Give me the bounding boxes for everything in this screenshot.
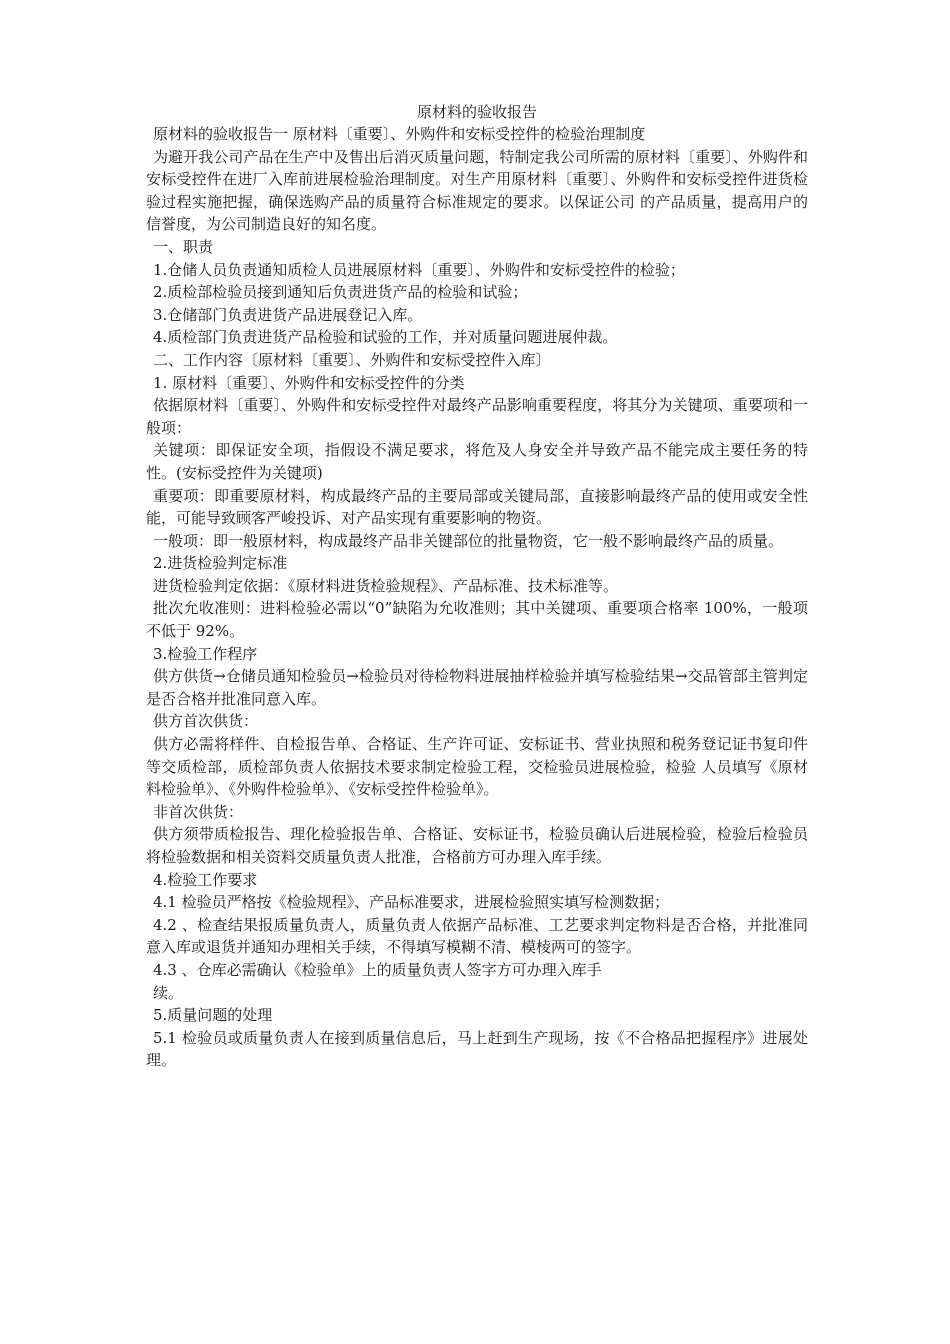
paragraph: 非首次供货： — [153, 802, 244, 821]
paragraph: 进货检验判定依据：《原材料进货检验规程》、产品标准、技术标准等。 — [153, 576, 619, 595]
paragraph: 关键项：即保证安全项，指假设不满足要求，将危及人身安全并导致产品不能完成主要任务的特性。(安标受控件为关键项) — [146, 441, 808, 482]
section-heading: 一、职责 — [153, 237, 214, 256]
paragraph: 4.1 检验员严格按《检验规程》、产品标准要求，进展检验照实填写检测数据； — [153, 893, 670, 912]
paragraph: 3.仓储部门负责进货产品进展登记入库。 — [153, 305, 423, 324]
subsection-heading: 3.检验工作程序 — [153, 644, 258, 663]
document-title: 原材料的验收报告 — [416, 103, 537, 121]
paragraph: 依据原材料〔重要〕、外购件和安标受控件对最终产品影响重要程度，将其分为关键项、重要项和一般项： — [146, 396, 808, 437]
paragraph: 1.仓储人员负责通知质检人员进展原材料〔重要〕、外购件和安标受控件的检验； — [153, 260, 685, 279]
subsection-heading: 5.质量问题的处理 — [153, 1006, 273, 1025]
paragraph: 4.2 、检查结果报质量负责人，质量负责人依据产品标准、工艺要求判定物料是否合格，并批准同意入库或退货并通知办理相关手续，不得填写模糊不清、模棱两可的签字。 — [146, 915, 808, 957]
paragraph: 批次允收准则：进料检验必需以“0”缺陷为允收准则；其中关键项、重要项合格率 100%，一般项不低于 92%。 — [146, 599, 808, 641]
paragraph: 重要项：即重要原材料，构成最终产品的主要局部或关键局部，直接影响最终产品的使用或安全性能，可能导致顾客严峻投诉、对产品实现有重要影响的物资。 — [146, 486, 808, 528]
paragraph: 4.3 、仓库必需确认《检验单》上的质量负责人签字方可办理入库手 — [153, 960, 602, 979]
subsection-heading: 1. 原材料〔重要〕、外购件和安标受控件的分类 — [153, 373, 465, 392]
section-heading: 二、工作内容〔原材料〔重要〕、外购件和安标受控件入库〕 — [153, 350, 551, 369]
paragraph: 供方供货→仓储员通知检验员→检验员对待检物料进展抽样检验并填写检验结果→交品管部主管判定是否合格并批准同意入库。 — [146, 667, 808, 708]
paragraph: 供方首次供货： — [153, 712, 259, 731]
paragraph: 供方必需将样件、自检报告单、合格证、生产许可证、安标证书、营业执照和税务登记证书复印件等交质检部，质检部负责人依据技术要求制定检验工程，交检验员进展检验，检验 人员填写《原材料检验单》、《外购件检验单》、《安标受控件检验单》。 — [146, 735, 808, 799]
paragraph: 供方须带质检报告、理化检验报告单、合格证、安标证书，检验员确认后进展检验，检验后检验员将检验数据和相关资料交质量负责人批准，合格前方可办理入库手续。 — [146, 825, 808, 866]
subsection-heading: 2.进货检验判定标准 — [153, 554, 288, 573]
paragraph: 为避开我公司产品在生产中及售出后消灭质量问题，特制定我公司所需的原材料〔重要〕、外购件和安标受控件在进厂入库前进展检验治理制度。对生产用原材料〔重要〕、外购件和安标受控件进货检验过程实施把握，确保选购产品的质量符合标准规定的要求。以保证公司 的产品质量，提高用户的信誉度，为公司制造良好的知名度。 — [146, 147, 808, 234]
paragraph: 续。 — [153, 983, 184, 1002]
subsection-heading: 4.检验工作要求 — [153, 870, 258, 889]
paragraph: 5.1 检验员或质量负责人在接到质量信息后，马上赶到生产现场，按《不合格品把握程序》进展处理。 — [146, 1028, 808, 1070]
paragraph: 2.质检部检验员接到通知后负责进货产品的检验和试验； — [153, 283, 528, 302]
paragraph: 原材料的验收报告一 原材料〔重要〕、外购件和安标受控件的检验治理制度 — [153, 125, 646, 143]
paragraph: 4.质检部门负责进货产品检验和试验的工作，并对质量问题进展仲裁。 — [153, 328, 618, 347]
paragraph: 一般项：即一般原材料，构成最终产品非关键部位的批量物资，它一般不影响最终产品的质量。 — [153, 531, 784, 550]
document-page — [146, 101, 808, 1072]
